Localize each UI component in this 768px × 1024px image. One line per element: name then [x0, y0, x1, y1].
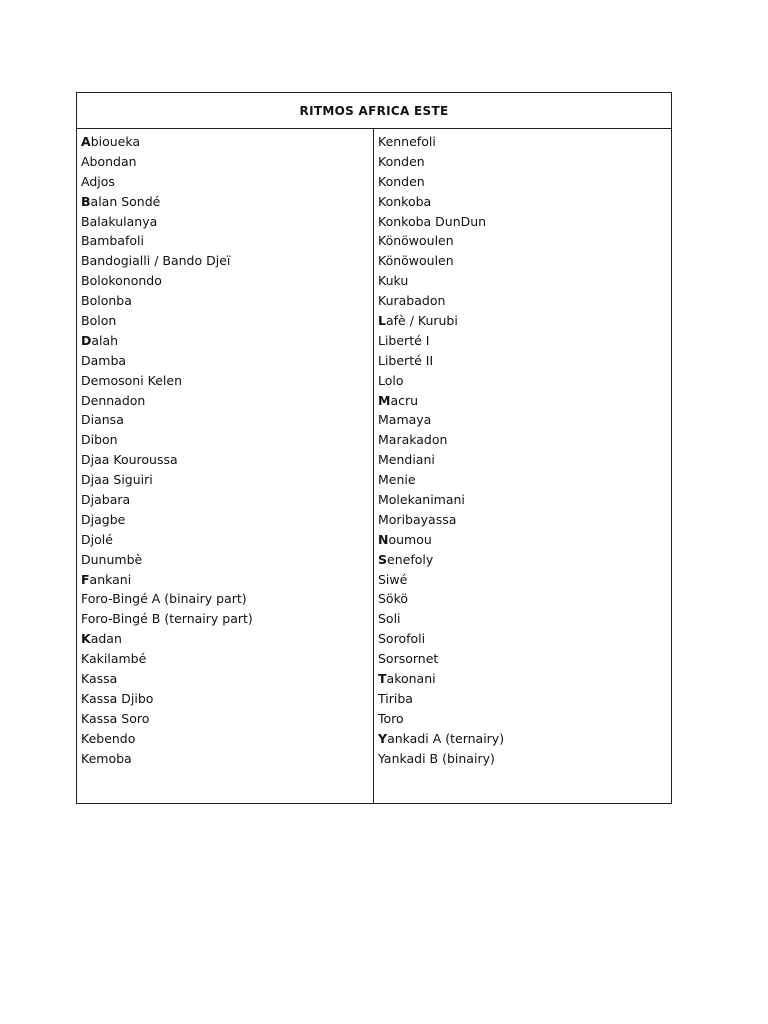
list-item: Foro-Bingé B (ternairy part)	[81, 611, 253, 627]
list-item: Bolon	[81, 313, 117, 329]
list-item: Takonani	[378, 671, 436, 687]
list-item: Konkoba	[378, 193, 432, 209]
list-item: Djabara	[81, 492, 131, 508]
list-item: Dibon	[81, 432, 118, 448]
left-column	[77, 129, 374, 803]
list-item: Konden	[378, 153, 425, 169]
table-body	[77, 129, 671, 803]
list-item: Liberté I	[378, 332, 430, 348]
list-item: Kemoba	[81, 750, 132, 766]
list-item: Bambafoli	[81, 233, 145, 249]
list-item: Kennefoli	[378, 134, 436, 149]
list-item: Noumou	[378, 531, 432, 547]
list-item: Kakilambé	[81, 651, 147, 667]
list-item: Bandogialli / Bando Djeï	[81, 253, 231, 269]
list-item: Djaa Kouroussa	[81, 452, 178, 468]
list-item: Mendiani	[378, 452, 435, 468]
list-item: Foro-Bingé A (binairy part)	[81, 591, 247, 607]
list-item: Kassa Djibo	[81, 690, 154, 706]
list-item: Djagbe	[81, 511, 126, 527]
list-item: Marakadon	[378, 432, 448, 448]
list-item: Bolonba	[81, 293, 132, 309]
list-item: Sorofoli	[378, 631, 426, 647]
list-item: Fankani	[81, 571, 132, 587]
list-item: Yankadi A (ternairy)	[378, 730, 505, 746]
list-item: Könöwoulen	[378, 233, 454, 249]
list-item: Lafè / Kurubi	[378, 313, 458, 329]
list-item: Senefoly	[378, 551, 434, 567]
list-item: Könöwoulen	[378, 253, 454, 269]
list-item: Djolé	[81, 531, 113, 547]
list-item: Molekanimani	[378, 492, 465, 508]
list-item: Moribayassa	[378, 511, 457, 527]
list-item: Adjos	[81, 173, 115, 189]
list-item: Kuku	[378, 273, 409, 289]
list-item: Liberté II	[378, 352, 434, 368]
list-item: Kurabadon	[378, 293, 446, 309]
list-item: Abioueka	[81, 134, 141, 149]
list-item: Dennadon	[81, 392, 146, 408]
list-item: Dalah	[81, 332, 119, 348]
table-header-row	[77, 93, 671, 129]
list-item: Damba	[81, 352, 127, 368]
list-item: Sorsornet	[378, 651, 439, 667]
list-item: Kassa Soro	[81, 710, 150, 726]
list-item: Konden	[378, 173, 425, 189]
list-item: Macru	[378, 392, 419, 408]
list-item: Balan Sondé	[81, 193, 161, 209]
list-item: Konkoba DunDun	[378, 213, 487, 229]
list-item: Diansa	[81, 412, 124, 428]
list-item: Soli	[378, 611, 401, 627]
list-item: Kadan	[81, 631, 122, 647]
right-column	[374, 129, 671, 803]
list-item: Lolo	[378, 372, 404, 388]
list-item: Kassa	[81, 671, 118, 687]
list-item: Djaa Siguiri	[81, 472, 153, 488]
list-item: Yankadi B (binairy)	[378, 750, 495, 766]
rhythm-table	[76, 92, 672, 804]
list-item: Balakulanya	[81, 213, 158, 229]
list-item: Demosoni Kelen	[81, 372, 183, 388]
list-item: Abondan	[81, 153, 137, 169]
list-item: Tiriba	[378, 690, 413, 706]
list-item: Menie	[378, 472, 416, 488]
list-item: Kebendo	[81, 730, 136, 746]
list-item: Dunumbè	[81, 551, 143, 567]
list-item: Toro	[378, 710, 404, 726]
list-item: Bolokonondo	[81, 273, 162, 289]
list-item: Mamaya	[378, 412, 432, 428]
list-item: Siwé	[378, 571, 408, 587]
table-title: RITMOS AFRICA ESTE	[299, 103, 449, 118]
list-item: Sökö	[378, 591, 409, 607]
